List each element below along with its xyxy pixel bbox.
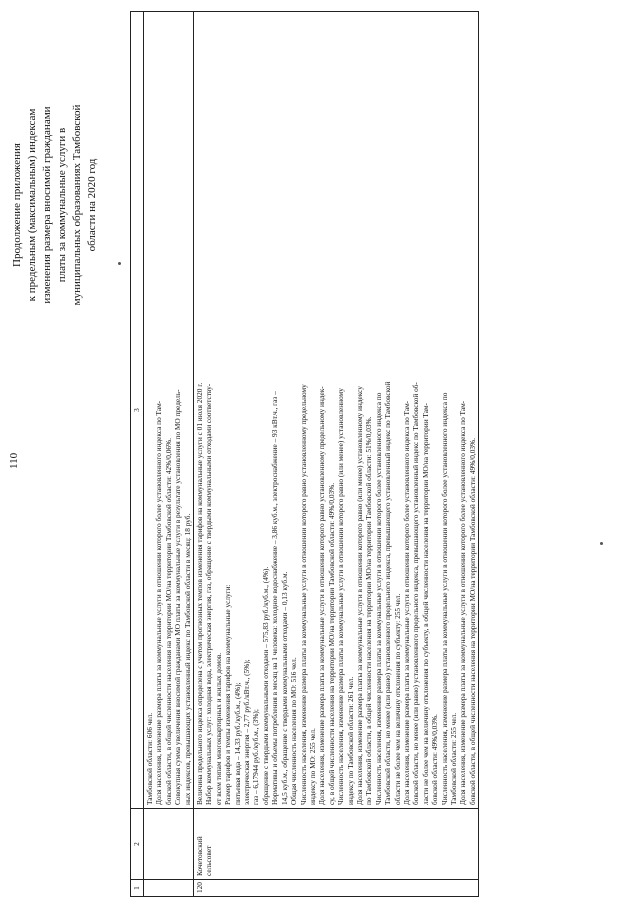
table-header-row xyxy=(131,12,144,897)
text-line: Размер тарифов и темпы изменения тарифов на коммунальные услуги: xyxy=(223,584,233,805)
text-line: обращение с твердыми коммунальными отходами – 575,83 руб./куб.м., (4%). xyxy=(260,566,270,805)
text-line: ласти не более чем на величину отклонения по субъекту, в общей численности населения на территории МО/на территории Там- xyxy=(420,403,430,805)
cell-name xyxy=(144,809,194,880)
text-line: Набор коммунальных услуг: холодная вода, электрическая энергия, газ, обращение с твердыми коммунальными отходами соответству- xyxy=(204,383,214,805)
municipality-name: Кочетовский сельсовет xyxy=(194,809,479,880)
text-line: ных индексов, превышающих установленный индекс по Тамбовской области в месяц: 18 руб. xyxy=(182,513,192,805)
text-line: Тамбовской области: 255 чел. xyxy=(449,712,458,805)
text-line: бовской области: 49%/0,03%. xyxy=(430,714,440,805)
text-line: Величина предельного индекса определена с учетом прогнозных темпов изменения тарифов на коммунальные услуги с 01 июля 2020 г. xyxy=(195,382,205,805)
text-line: Доля населения, изменение размера платы за коммунальные услуги в отношении которого более установленного индекса по Там- xyxy=(458,400,468,805)
text-line: 14,5 куб.м., обращение с твердыми коммунальными отходами – 0,13 куб.м. xyxy=(279,571,289,805)
text-line: бовской области, но менее (или равно) установленного предельного индекса, превышающего установленный индекс по Тамбовской об- xyxy=(411,382,421,805)
text-line: ет всем типам многоквартирных и жилых домов. xyxy=(213,652,223,805)
text-line: Численность населения, изменение размера платы за коммунальные услуги в отношении которого более установленного индекса по xyxy=(439,392,449,805)
text-line: газ – 6,17944 руб./куб.м., (3%); xyxy=(251,709,261,805)
text-line: Доля населения, изменение размера платы за коммунальные услуги в отношении которого более установленного индекса по Там- xyxy=(401,400,411,805)
text-line: Тамбовской области, но менее (или равно) установленного предельного индекса, превышающего установленный индекс по Тамбовской xyxy=(383,381,393,805)
heading-line: к предельным (максимальным) индексам xyxy=(26,108,38,302)
cell-description xyxy=(194,12,479,809)
text-line: Тамбовской области: 606 чел. xyxy=(145,712,154,805)
table-row xyxy=(194,12,479,897)
heading-line: области на 2020 год xyxy=(86,158,98,252)
text-line: Нормативы и объемы потребления в месяц на 1 человека: холодное водоснабжение – 3,86 куб.м., электроснабжение – 93 кВт.ч., газ – xyxy=(270,391,280,805)
row-number: 120 xyxy=(194,880,479,897)
text-line: по Тамбовской области, в общей численности населения на территории МО/на территории Тамбовской области: 51%/0,03%. xyxy=(364,416,374,805)
scan-speck xyxy=(118,262,121,265)
text-line: питьевая вода – 14,33 руб./куб.м., (4%); xyxy=(232,682,242,805)
header-col-2: 2 xyxy=(131,809,144,880)
text-line: области не более чем на величину отклонения по субъекту: 255 чел. xyxy=(392,593,402,805)
text-line: бовской области, в общей численности населения на территории МО/на территории Тамбовской области: 49%/0,03%. xyxy=(467,438,477,805)
text-line: индексу по МО: 255 чел. xyxy=(307,728,317,805)
text-line: Доля населения, изменение размера платы за коммунальные услуги в отношении которого более установленного индекса по Там- xyxy=(154,400,164,805)
text-line: Совокупная сумма увеличения вносимой гражданами МО платы за коммунальные услуги в результате установления по МО предель- xyxy=(173,389,183,805)
cell-description xyxy=(144,12,194,809)
header-col-1: 1 xyxy=(131,880,144,897)
text-line: электрическая энергия – 2,77 руб./кВт.ч., (5%); xyxy=(242,659,252,805)
heading-line: Продолжение приложения xyxy=(11,143,23,267)
text-line: Доля населения, изменение размера платы за коммунальные услуги в отношении которого равно установленному предельному индек- xyxy=(317,386,327,805)
text-line: Доля населения, изменение размера платы за коммунальные услуги в отношении которого равно (или менее) установленному индексу xyxy=(354,386,364,805)
text-line: Численность населения, изменение размера платы за коммунальные услуги в отношении которого более установленного индекса по xyxy=(373,392,383,805)
appendix-heading xyxy=(10,20,100,390)
text-line: Численность населения, изменение размера платы за коммунальные услуги в отношении которого равно (или менее) установленному xyxy=(336,388,346,805)
text-line: Общая численность населения по МО: 516 чел. xyxy=(289,657,299,805)
heading-line: муниципальных образованиях Тамбовской xyxy=(71,104,83,306)
text-line: су, в общей численности населения на территории МО/на территории Тамбовской области: 49%/0,03%. xyxy=(326,482,336,805)
cell-number xyxy=(144,880,194,897)
header-col-3: 3 xyxy=(131,12,144,809)
text-line: бовской области, в общей численности населения на территории МО/на территории Тамбовской области: 42%/0,06%. xyxy=(163,438,173,805)
table-row-continuation xyxy=(144,12,194,897)
scan-speck xyxy=(600,542,603,545)
page-number: 110 xyxy=(8,452,20,469)
text-line: индексу по Тамбовской области: 261 чел. xyxy=(345,676,355,805)
indices-table xyxy=(130,11,479,897)
heading-line: изменения размера вносимой гражданами xyxy=(41,106,53,304)
text-line: Численность населения, изменение размера платы за коммунальные услуги в отношении которого равно установленному предельному xyxy=(298,384,308,805)
heading-line: платы за коммунальные услуги в xyxy=(56,127,68,283)
